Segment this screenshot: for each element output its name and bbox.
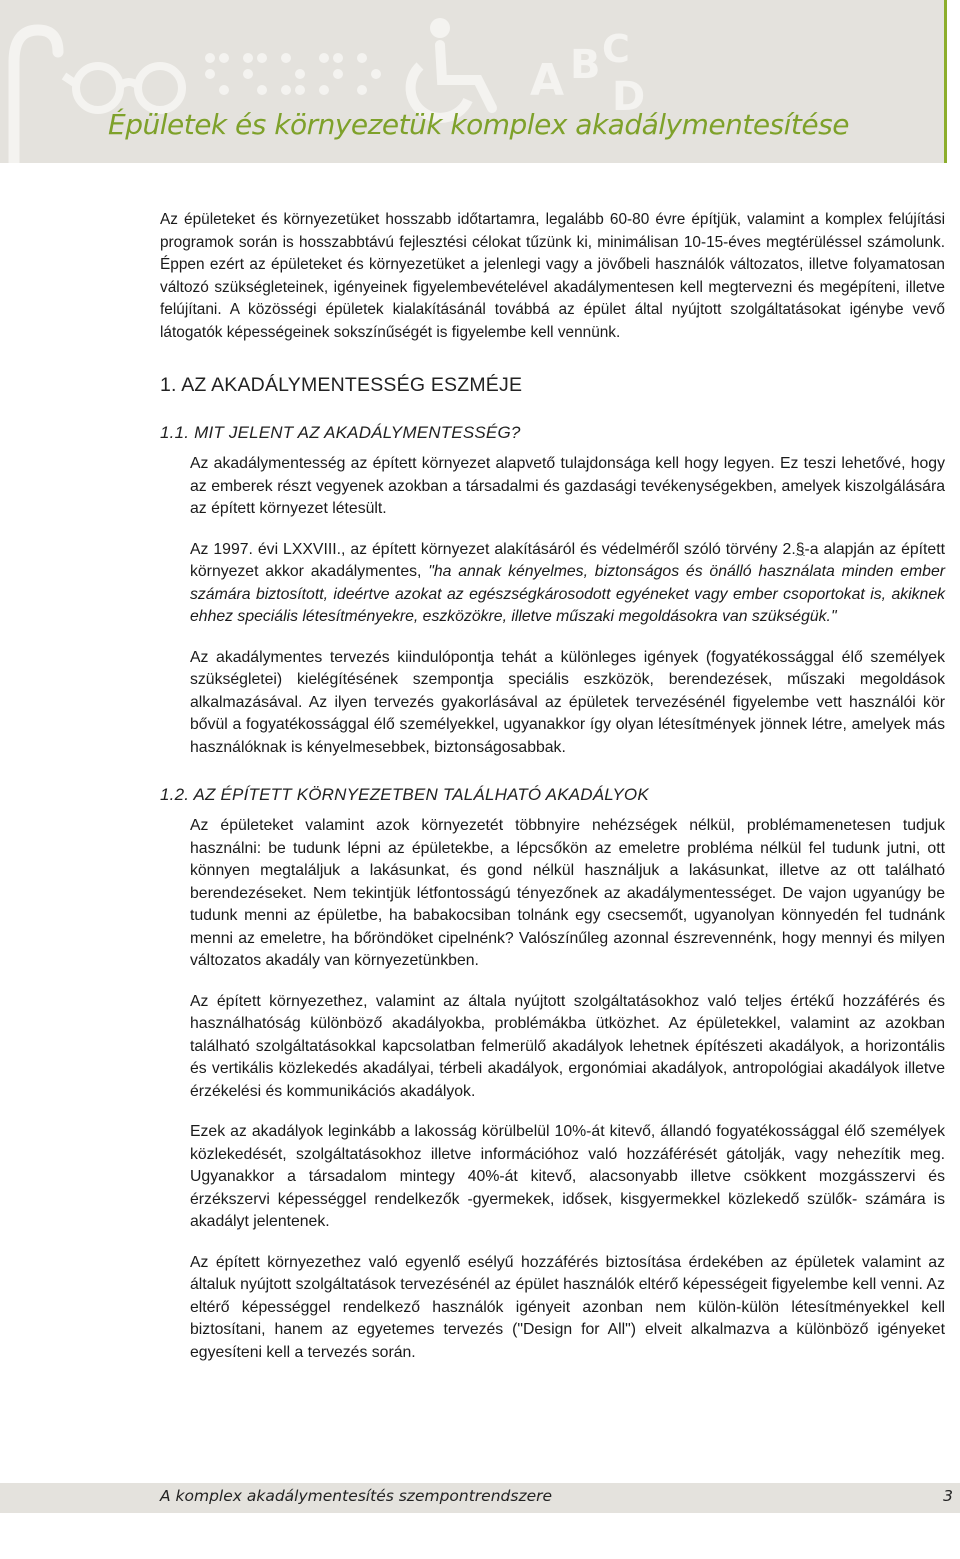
paragraph: Az akadálymentesség az épített környezet alapvető tulajdonsága kell hogy legyen. Ez teszi lehetővé, hogy az emberek részt vegyenek azokban a társadalmi és gazdasági tevékenységekben, amelyek kiszolgálására az épített környezet létesült. xyxy=(190,455,945,517)
braille-dots-icon xyxy=(205,53,381,95)
page-content xyxy=(160,209,945,1364)
letters-icon xyxy=(530,27,645,120)
header-accent-rule xyxy=(944,0,947,163)
page-title: Épületek és környezetük komplex akadálymentesítése xyxy=(108,108,849,141)
glasses-icon xyxy=(64,66,182,110)
subsection-heading: 1.2. AZ ÉPÍTETT KÖRNYEZETBEN TALÁLHATÓ AKADÁLYOK xyxy=(160,785,649,804)
banner-letter-c: C xyxy=(602,27,630,71)
paragraph: Az akadálymentes tervezés kiindulópontja tehát a különleges igények (fogyatékossággal élő személyek szükségletei) kielégítésének szempontja speciális eszközök, berendezések, műszaki megoldások alkalmazásával. Az ilyen tervezés gyakorlásával az épületek tervezésénél figyelembe vett használói kör bővül a fogyatékossággal élő személyekkel, ugyanakkor így olyan létesítmények jönnek létre, amelyek más használóknak is kényelmesebbek, biztonságosabbak. xyxy=(190,648,945,756)
law-paragraph xyxy=(190,539,945,629)
white-cane-icon xyxy=(14,30,58,163)
paragraph: Az épületeket valamint azok környezetét többnyire nehézségek nélkül, problémamenetesen tudjuk használni: be tudunk lépni az épületekbe, a lépcsőkön az emeletre probléma nélkül fel tudunk jutni, ott könnyen megtaláljuk a lakásunkat, és gond nélkül használjuk a lakásunkat, illetve az ott található berendezéseket. Nem tekintjük létfontosságú tényezőnek az akadálymentességet. De vajon ugyanúgy be tudunk menni az épületbe, ha babakocsiban tolnánk egy csecsemőt, ugyanolyan könnyedén fel tudnánk menni az emeletre, ha bőröndöket cipelnénk? Valószínűleg azonnal észrevennénk, hogy mennyi és milyen változatos akadály van környezetünkben. xyxy=(190,817,945,969)
subsection-heading: 1.1. MIT JELENT AZ AKADÁLYMENTESSÉG? xyxy=(160,423,521,442)
footer-title: A komplex akadálymentesítés szempontrendszere xyxy=(160,1487,553,1505)
wheelchair-icon xyxy=(411,18,492,118)
intro-paragraph: Az épületeket és környezetüket hosszabb időtartamra, legalább 60-80 évre építjük, valamint a komplex felújítási programok során is hosszabbtávú fejlesztési célokat tűzünk ki, minimálisan 10-15-éves megtérüléssel számolunk. Éppen ezért az épületeket és környezetüket a jelenlegi vagy a jövőbeli használók változatos, illetve folyamatosan változó szükségleteinek, igényeinek figyelembevételével akadálymentesen kell megtervezni és megépíteni, illetve felújítani. A közösségi épületek kialakításánál továbbá az épület által nyújtott szolgáltatásokat igénybe vevő látogatók képességeinek sokszínűségét is figyelembe kell vennünk. xyxy=(160,211,945,341)
banner-letter-a: A xyxy=(530,55,565,106)
paragraph: Az épített környezethez való egyenlő esélyű hozzáférés biztosítása érdekében az épületek valamint az általuk nyújtott szolgáltatások tervezésénél az épület használók eltérő képességeit figyelembe kell venni. Az eltérő képességgel rendelkező használók igényeit azonban nem külön-külön létesítményekkel kell biztosítani, hanem az egyetemes tervezés ("Design for All") elveit alkalmazva a különböző igényeket egyesíteni kell a tervezés során. xyxy=(190,1253,945,1361)
section-heading: 1. AZ AKADÁLYMENTESSÉG ESZMÉJE xyxy=(160,374,523,396)
section-symbol-link[interactable]: § xyxy=(795,540,805,558)
page-footer xyxy=(0,1483,960,1513)
page-number: 3 xyxy=(943,1487,953,1505)
banner-letter-d: D xyxy=(612,74,646,120)
banner-letter-b: B xyxy=(570,42,601,88)
law-definition-quote: "ha annak kényelmes, biztonságos és önálló használata minden ember számára biztosított, ideértve azokat az egészségkárosodott egyéneket vagy ember csoportokat is, akiknek ehhez speciális létesítményekre, eszközökre, illetve műszaki megoldásokra van szükségük." xyxy=(190,563,946,625)
paragraph: Az épített környezethez, valamint az általa nyújtott szolgáltatásokhoz való teljes értékű hozzáférés és használhatóság különböző akadályokba, problémákba ütközhet. Az épületekkel, valamint az azokban található szolgáltatásokkal kapcsolatban felmerülő akadályok lehetnek építészeti akadályok, a horizontális és vertikális közlekedés akadályai, térbeli akadályok, ergonómiai akadályok, antropológiai akadályok illetve érzékelési és kommunikációs akadályok. xyxy=(190,992,945,1100)
law-reference-text: Az 1997. évi LXXVIII., az épített környezet alakításáról és védelméről szóló törvény 2. xyxy=(190,540,796,558)
law-definition-intro: -a alapján az épített környezet akkor akadálymentes, xyxy=(190,540,945,580)
paragraph: Ezek az akadályok leginkább a lakosság körülbelül 10%-át kitevő, állandó fogyatékossággal élő személyek közlekedését, szolgáltatásokhoz illetve információhoz való hozzáférését gátolják, vagy nehezítik meg. Ugyanakkor a társadalom mintegy 40%-át kitevő, alacsonyabb illetve csökkent mozgásszervi és érzékszervi képességgel rendelkezők -gyermekek, idősek, kisgyermekkel közlekedő szülők- számára is akadályt jelentenek. xyxy=(190,1123,945,1230)
header-banner xyxy=(0,0,944,163)
